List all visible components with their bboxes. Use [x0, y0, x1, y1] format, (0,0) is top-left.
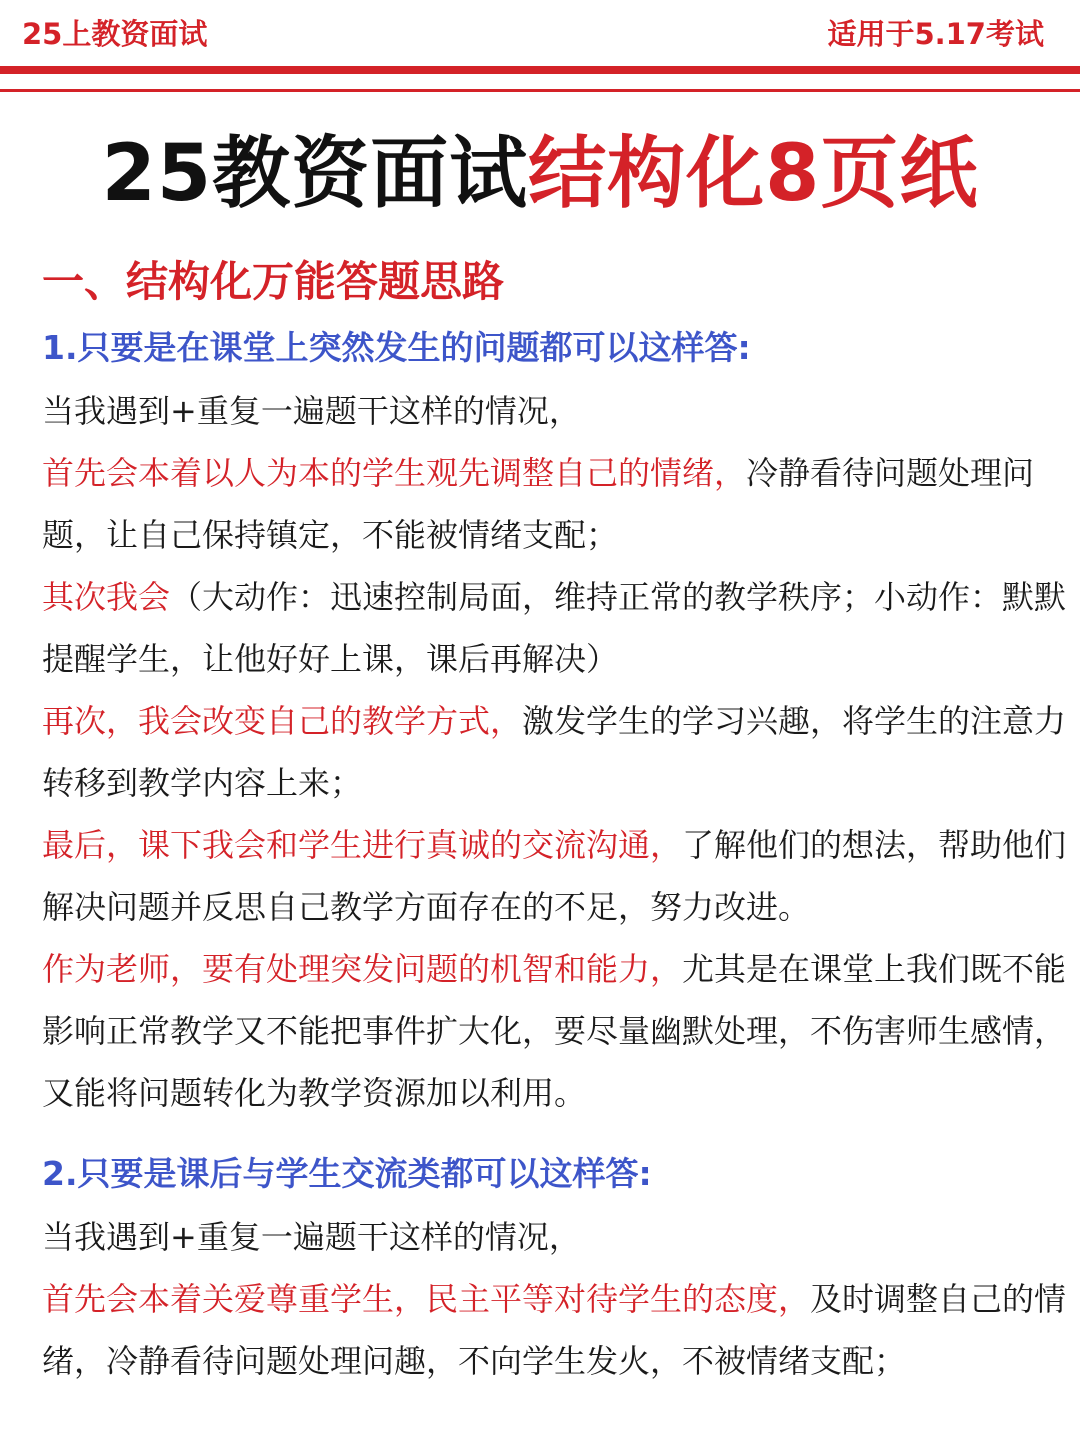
question-2-heading: 2.只要是课后与学生交流类都可以这样答: — [42, 1154, 652, 1193]
q1-p2-highlight: 首先会本着以人为本的学生观先调整自己的情绪， — [42, 454, 747, 492]
q1-paragraph-4 — [42, 690, 1072, 814]
q1-p5-text: 了解他们的想法，帮助他们解决问题并反思自己教学方面存在的不足，努力改进。 — [42, 826, 1067, 926]
q2-paragraph-2 — [42, 1268, 1072, 1392]
q1-p4-text: 激发学生的学习兴趣，将学生的注意力转移到教学内容上来； — [42, 702, 1067, 802]
q1-p3-text: （大动作：迅速控制局面，维持正常的教学秩序；小动作：默默提醒学生，让他好好上课，课后再解决） — [42, 578, 1067, 678]
q1-paragraph-2 — [42, 442, 1072, 566]
header-right-label: 适用于5.17考试 — [827, 17, 1044, 51]
content — [42, 250, 1072, 1392]
q1-p2-text: 冷静看待问题处理问题，让自己保持镇定，不能被情绪支配； — [42, 454, 1035, 554]
q1-paragraph-5 — [42, 814, 1072, 938]
q1-p6-text: 尤其是在课堂上我们既不能影响正常教学又不能把事件扩大化，要尽量幽默处理，不伤害师生感情，又能将问题转化为教学资源加以利用。 — [42, 950, 1067, 1112]
section-heading: 一、结构化万能答题思路 — [42, 257, 505, 306]
spacer — [42, 1124, 1072, 1148]
page-title — [0, 122, 1080, 226]
q1-paragraph-3 — [42, 566, 1072, 690]
page-title-red: 结构化8页纸 — [528, 129, 979, 219]
header-rule-thin — [0, 89, 1080, 92]
header-rule-thick — [0, 66, 1080, 74]
q1-p3-highlight: 其次我会 — [42, 578, 171, 616]
q1-p4-highlight: 再次，我会改变自己的教学方式， — [42, 702, 523, 740]
q2-paragraph-1: 当我遇到+重复一遍题干这样的情况， — [42, 1218, 581, 1256]
header-left-label: 25上教资面试 — [22, 17, 208, 51]
q1-paragraph-6 — [42, 938, 1072, 1124]
top-bar — [0, 0, 1080, 66]
q1-paragraph-1: 当我遇到+重复一遍题干这样的情况， — [42, 392, 581, 430]
q1-p5-highlight: 最后，课下我会和学生进行真诚的交流沟通， — [42, 826, 683, 864]
page-title-black: 25教资面试 — [101, 129, 529, 219]
q2-p2-highlight: 首先会本着关爱尊重学生，民主平等对待学生的态度， — [42, 1280, 811, 1318]
q1-p6-highlight: 作为老师，要有处理突发问题的机智和能力， — [42, 950, 683, 988]
q2-p2-text: 及时调整自己的情绪，冷静看待问题处理问趣，不向学生发火，不被情绪支配； — [42, 1280, 1067, 1380]
question-1-heading: 1.只要是在课堂上突然发生的问题都可以这样答: — [42, 328, 751, 367]
